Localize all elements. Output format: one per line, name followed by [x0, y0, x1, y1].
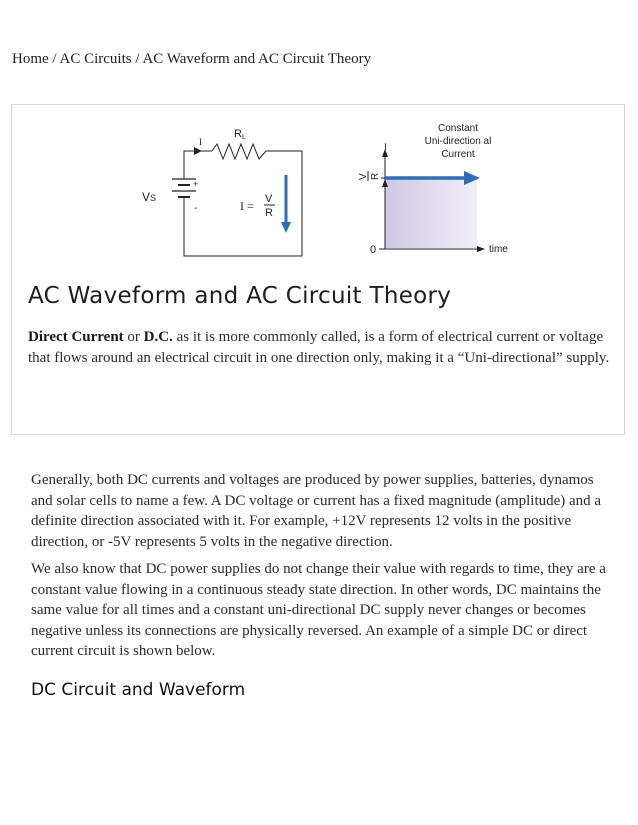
- ohms-law-denominator: R: [265, 207, 273, 219]
- ohms-law-numerator: V: [265, 193, 273, 205]
- paragraph-dc-sources: Generally, both DC currents and voltages are produced by power supplies, batteries, dynamos and solar cells to name a few. A DC voltage or current has a fixed magnitude (amplitude) and a definite direction associated with it. For example, +12V represents 12 volts in the positive direction, or -5V represents 5 volts in the negative direction.: [31, 472, 602, 550]
- dc-waveform-graph: [358, 123, 508, 256]
- annotation-line-3: Current: [441, 149, 475, 160]
- breadcrumb-home-link[interactable]: Home: [12, 51, 49, 67]
- minus-sign: -: [194, 203, 198, 214]
- current-arrow-icon: [194, 147, 202, 155]
- breadcrumb-ac-circuits-link[interactable]: AC Circuits: [59, 51, 132, 67]
- dc-circuit-figure: [132, 115, 532, 275]
- intro-card: [11, 104, 625, 435]
- intro-text: Direct Current or D.C. as it is more commonly called, is a form of electrical current or voltage that flows around an electrical circuit in one direction only, making it a “Uni-directional” supply.: [28, 329, 610, 366]
- breadcrumb-current-page: AC Waveform and AC Circuit Theory: [142, 51, 372, 67]
- term-dc: D.C.: [143, 329, 173, 345]
- x-axis-arrow-icon: [477, 246, 485, 252]
- resistor-symbol: [212, 144, 266, 159]
- graph-v-over-r-label: [358, 171, 381, 181]
- ohms-law-lhs: I =: [240, 199, 254, 213]
- graph-y-axis-label: I: [384, 142, 387, 152]
- graph-x-axis-label: time: [489, 244, 508, 255]
- annotation-line-1: Constant: [437, 123, 479, 134]
- breadcrumb-separator: /: [48, 51, 60, 67]
- circuit-diagram: [142, 128, 302, 256]
- svg-text:V: V: [358, 173, 369, 180]
- page-title: AC Waveform and AC Circuit Theory: [28, 283, 452, 309]
- term-direct-current: Direct Current: [28, 329, 124, 345]
- circuit-current-label: I: [199, 137, 202, 147]
- section-heading-dc-circuit: DC Circuit and Waveform: [31, 680, 246, 700]
- breadcrumb-separator: /: [131, 51, 143, 67]
- resistor-label: RL: [234, 128, 246, 141]
- source-label: VS: [142, 190, 157, 204]
- paragraph-dc-constant: We also know that DC power supplies do not change their value with regards to time, they are a constant value flowing in a continuous steady state direction. In other words, DC maintains the same value for all times and a constant uni-directional DC supply never changes or becomes negative unless its connections are physically reversed. An example of a simple DC or direct current circuit is shown below.: [31, 561, 606, 659]
- plus-sign: +: [193, 179, 199, 189]
- annotation-line-2: Uni-direction al: [424, 136, 492, 147]
- breadcrumb: [12, 51, 371, 68]
- svg-text:R: R: [370, 172, 381, 180]
- graph-origin-label: 0: [370, 244, 377, 256]
- blue-down-arrow-icon: [281, 222, 291, 233]
- waveform-area-fill: [385, 178, 477, 248]
